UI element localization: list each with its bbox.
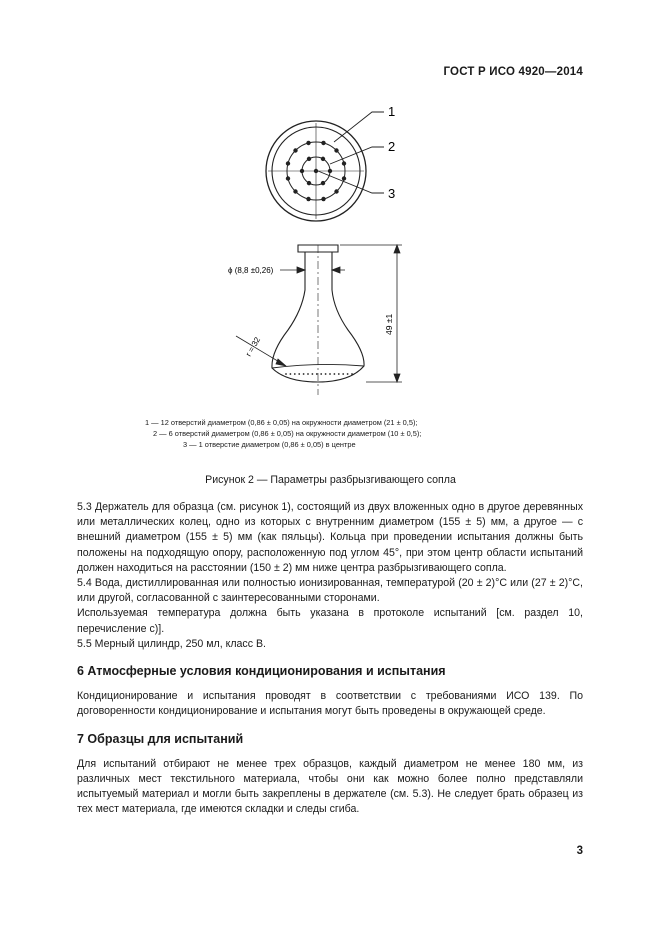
radius-label: r = 32 (243, 335, 263, 358)
side-hole-dot (351, 373, 353, 375)
legend-item: 2 — 6 отверстий диаметром (0,86 ± 0,05) на окружности диаметром (10 ± 0,5); (153, 429, 422, 439)
paragraph-7: Для испытаний отбирают не менее трех образцов, каждый диаметром не менее 180 мм, из различных мест текстильного материала, чтобы они как можно более полно представляли испытуемый материал и могли быть закреплены в держателе (см. 5.3). Не следует брать образец из тех мест материала, где имеются складки и следы сгиба. (77, 757, 583, 816)
side-hole-dot (298, 373, 300, 375)
hole-dot (306, 141, 310, 145)
diameter-dimension (280, 267, 345, 273)
side-hole-dot (334, 373, 336, 375)
hole-dot (286, 161, 290, 165)
legend-item: 3 — 1 отверстие диаметром (0,86 ± 0,05) в центре (183, 440, 356, 450)
height-dimension (340, 245, 402, 382)
hole-dot (334, 189, 338, 193)
callout-3: 3 (388, 186, 396, 201)
hole-dot (314, 169, 318, 173)
side-hole-dot (285, 373, 287, 375)
section-heading-7: 7 Образцы для испытаний (77, 731, 244, 746)
hole-dot (307, 181, 311, 185)
hole-dot (306, 197, 310, 201)
hole-dot (293, 148, 297, 152)
diameter-label: ϕ (8,8 ±0,26) (228, 266, 274, 275)
callout-leaders (318, 112, 384, 193)
nozzle-figure (0, 95, 661, 395)
paragraph-5-4-note: Используемая температура должна быть указана в протоколе испытаний [см. раздел 10, перечисление с)]. (77, 607, 583, 635)
hole-dot (321, 157, 325, 161)
hole-dot (321, 141, 325, 145)
callout-2: 2 (388, 139, 396, 154)
hole-dot (342, 161, 346, 165)
side-hole-dot (290, 373, 292, 375)
hole-dot (293, 189, 297, 193)
height-label: 49 ±1 (384, 313, 394, 335)
side-hole-dot (325, 373, 327, 375)
side-hole-dot (320, 373, 322, 375)
document-code: ГОСТ Р ИСО 4920—2014 (443, 66, 583, 78)
side-hole-dot (307, 373, 309, 375)
nozzle-side-view (272, 245, 364, 395)
side-hole-dot (294, 373, 296, 375)
hole-dot (334, 148, 338, 152)
side-hole-dot (329, 373, 331, 375)
side-hole-dot (316, 373, 318, 375)
hole-dot (307, 157, 311, 161)
figure-caption: Рисунок 2 — Параметры разбрызгивающего сопла (205, 474, 456, 486)
callout-1: 1 (388, 104, 396, 119)
figure-legend (145, 417, 421, 451)
main-text (77, 500, 583, 818)
legend-item: 1 — 12 отверстий диаметром (0,86 ± 0,05) на окружности диаметром (21 ± 0,5); (145, 418, 418, 427)
hole-dot (342, 176, 346, 180)
hole-dot (321, 197, 325, 201)
paragraph-5-5: 5.5 Мерный цилиндр, 250 мл, класс В. (77, 637, 266, 650)
section-heading-6: 6 Атмосферные условия кондиционирования и испытания (77, 664, 446, 679)
page-number: 3 (576, 845, 583, 857)
side-hole-dot (342, 373, 344, 375)
paragraph-6: Кондиционирование и испытания проводят в соответствии с требованиями ИСО 139. По договоренности кондиционирование и испытания могут быть проведены в окружающей среде. (77, 690, 583, 718)
hole-dot (321, 181, 325, 185)
paragraph-5-3: 5.3 Держатель для образца (см. рисунок 1), состоящий из двух вложенных одно в другое деревянных или металлических колец, одно из которых с внутренним диаметром (155 ± 5) мм, а другое — с внешний диаметром (155 ± 5) мм (как пяльцы). Кольца при проведении испытания должны быть положены на подходящую опору, расположенную под углом 45°, при этом центр области испытаний должен находиться на расстоянии (150 ± 2) мм ниже центра разбрызгивающего сопла. (77, 501, 583, 574)
nozzle-side-holes (285, 373, 353, 375)
side-hole-dot (347, 373, 349, 375)
hole-dot (300, 169, 304, 173)
side-hole-dot (312, 373, 314, 375)
paragraph-5-4: 5.4 Вода, дистиллированная или полностью ионизированная, температурой (20 ± 2)°С или (27 ± 2)°С, или другой, согласованной с заинтересованными сторонами. (77, 577, 583, 605)
side-hole-dot (338, 373, 340, 375)
side-hole-dot (303, 373, 305, 375)
hole-dot (328, 169, 332, 173)
hole-dot (286, 176, 290, 180)
